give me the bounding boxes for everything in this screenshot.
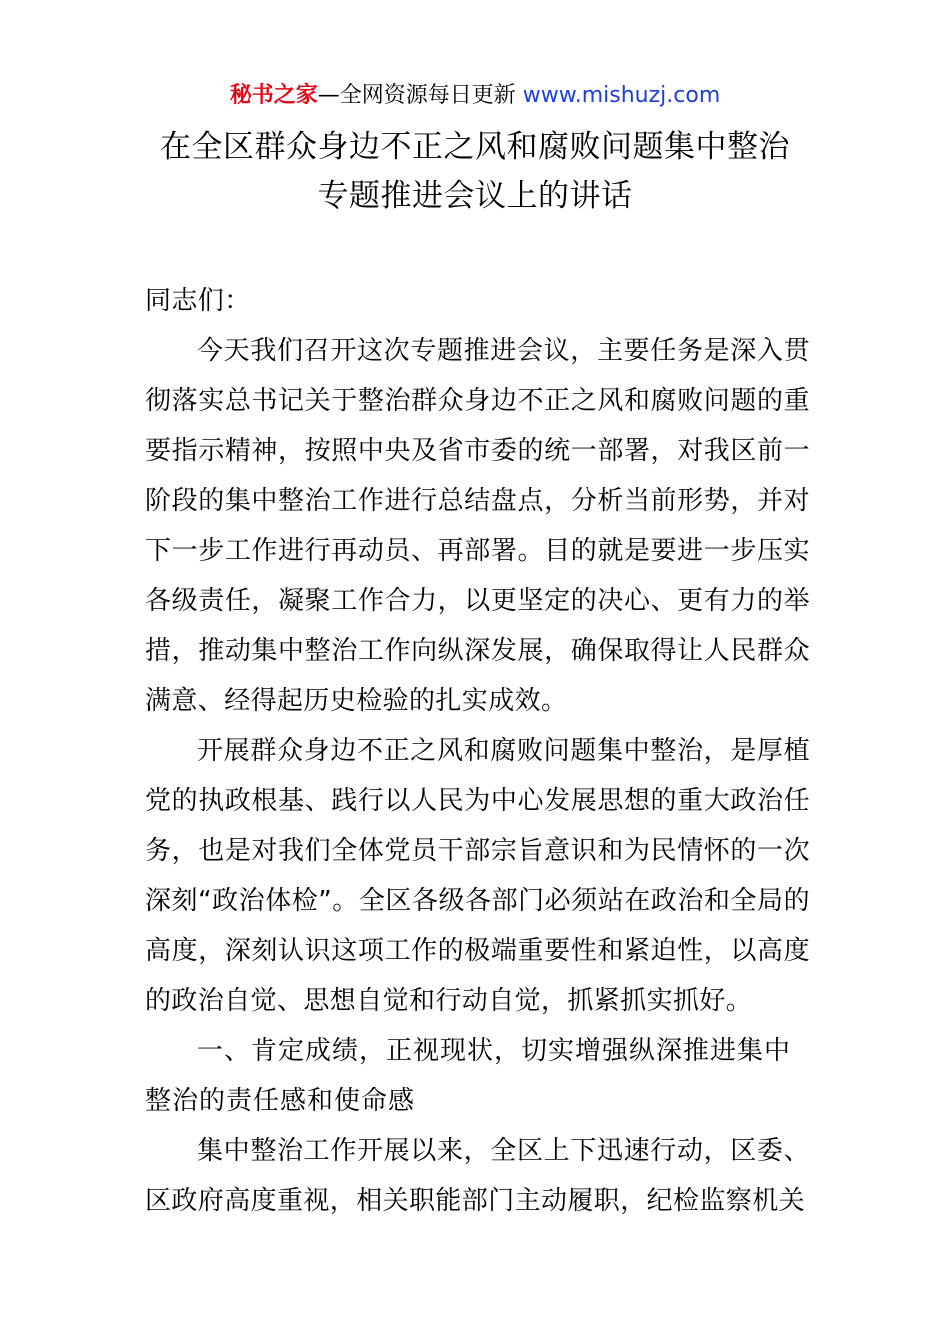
site-banner xyxy=(0,80,950,112)
greeting: 同志们： xyxy=(145,286,251,316)
paragraph-1: 今天我们召开这次专题推进会议，主要任务是深入贯彻落实总书记关于整治群众身边不正之风和腐败问题的重要指示精神，按照中央及省市委的统一部署，对我区前一阶段的集中整治工作进行总结盘点，分析当前形势，并对下一步工作进行再动员、再部署。目的就是要进一步压实各级责任，凝聚工作合力，以更坚定的决心、更有力的举措，推动集中整治工作向纵深发展，确保取得让人民群众满意、经得起历史检验的扎实成效。 xyxy=(145,336,810,716)
section-heading-1: 一、肯定成绩，正视现状，切实增强纵深推进集中整治的责任感和使命感 xyxy=(145,1036,792,1116)
document-title-line-2: 专题推进会议上的讲话 xyxy=(317,178,633,214)
document-title-line-1: 在全区群众身边不正之风和腐败问题集中整治 xyxy=(160,129,790,165)
site-url-link[interactable]: www.mishuzj.com xyxy=(522,83,721,108)
banner-tagline: —全网资源每日更新 xyxy=(317,83,523,108)
paragraph-3: 集中整治工作开展以来，全区上下迅速行动，区委、区政府高度重视，相关职能部门主动履职，纪检监察机关 xyxy=(145,1136,810,1216)
document-body xyxy=(145,276,810,1226)
paragraph-2: 开展群众身边不正之风和腐败问题集中整治，是厚植党的执政根基、践行以人民为中心发展思想的重大政治任务，也是对我们全体党员干部宗旨意识和为民情怀的一次深刻“政治体检”。全区各级各部门必须站在政治和全局的高度，深刻认识这项工作的极端重要性和紧迫性，以高度的政治自觉、思想自觉和行动自觉，抓紧抓实抓好。 xyxy=(145,736,810,1016)
brand-name: 秘书之家 xyxy=(229,83,318,108)
